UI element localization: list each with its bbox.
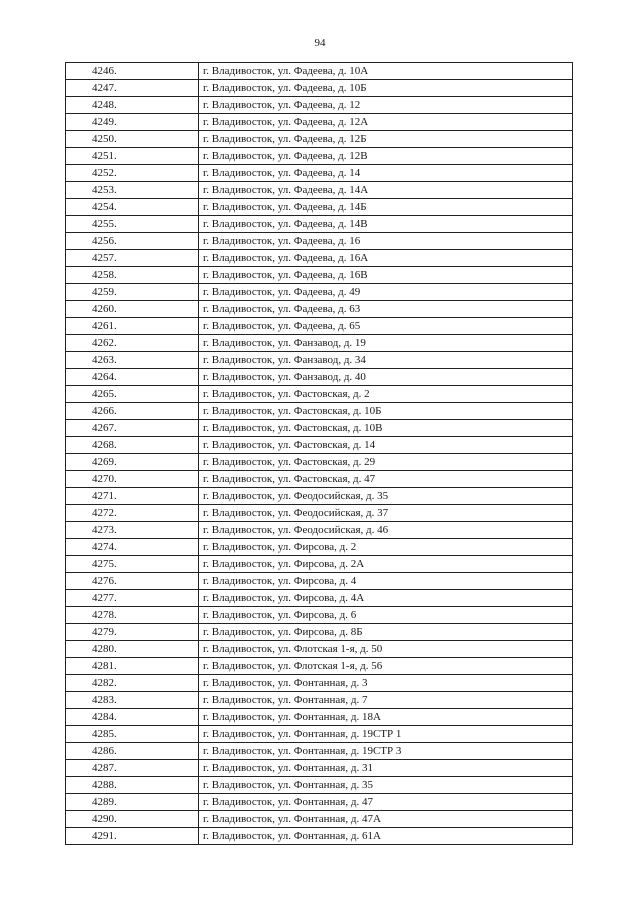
address-cell: г. Владивосток, ул. Фадеева, д. 14Б (199, 199, 573, 216)
row-number-cell: 4276. (66, 573, 199, 590)
row-number-cell: 4273. (66, 522, 199, 539)
row-number-cell: 4263. (66, 352, 199, 369)
table-row (66, 624, 573, 641)
table-row (66, 131, 573, 148)
row-number-cell: 4285. (66, 726, 199, 743)
table-row (66, 522, 573, 539)
address-cell: г. Владивосток, ул. Фадеева, д. 63 (199, 301, 573, 318)
row-number-cell: 4250. (66, 131, 199, 148)
address-cell: г. Владивосток, ул. Фадеева, д. 16А (199, 250, 573, 267)
table-row (66, 369, 573, 386)
row-number-cell: 4265. (66, 386, 199, 403)
row-number-cell: 4283. (66, 692, 199, 709)
table-row (66, 471, 573, 488)
address-cell: г. Владивосток, ул. Фадеева, д. 10А (199, 63, 573, 80)
table-row (66, 97, 573, 114)
table-row (66, 182, 573, 199)
address-cell: г. Владивосток, ул. Фанзавод, д. 19 (199, 335, 573, 352)
address-cell: г. Владивосток, ул. Фонтанная, д. 35 (199, 777, 573, 794)
table-row (66, 675, 573, 692)
address-cell: г. Владивосток, ул. Фонтанная, д. 7 (199, 692, 573, 709)
row-number-cell: 4246. (66, 63, 199, 80)
row-number-cell: 4274. (66, 539, 199, 556)
table-row (66, 216, 573, 233)
address-cell: г. Владивосток, ул. Фастовская, д. 10В (199, 420, 573, 437)
address-cell: г. Владивосток, ул. Фонтанная, д. 61А (199, 828, 573, 845)
row-number-cell: 4267. (66, 420, 199, 437)
table-row (66, 709, 573, 726)
table-row (66, 301, 573, 318)
address-cell: г. Владивосток, ул. Феодосийская, д. 35 (199, 488, 573, 505)
table-row (66, 284, 573, 301)
row-number-cell: 4268. (66, 437, 199, 454)
table-row (66, 318, 573, 335)
address-cell: г. Владивосток, ул. Флотская 1-я, д. 56 (199, 658, 573, 675)
row-number-cell: 4261. (66, 318, 199, 335)
row-number-cell: 4253. (66, 182, 199, 199)
address-cell: г. Владивосток, ул. Фанзавод, д. 40 (199, 369, 573, 386)
table-row (66, 760, 573, 777)
table-row (66, 165, 573, 182)
address-cell: г. Владивосток, ул. Фадеева, д. 10Б (199, 80, 573, 97)
address-cell: г. Владивосток, ул. Фирсова, д. 2 (199, 539, 573, 556)
address-cell: г. Владивосток, ул. Фирсова, д. 6 (199, 607, 573, 624)
address-cell: г. Владивосток, ул. Фастовская, д. 47 (199, 471, 573, 488)
address-cell: г. Владивосток, ул. Фадеева, д. 14В (199, 216, 573, 233)
row-number-cell: 4281. (66, 658, 199, 675)
address-cell: г. Владивосток, ул. Фирсова, д. 4 (199, 573, 573, 590)
address-cell: г. Владивосток, ул. Фадеева, д. 12В (199, 148, 573, 165)
table-row (66, 386, 573, 403)
address-cell: г. Владивосток, ул. Фастовская, д. 2 (199, 386, 573, 403)
row-number-cell: 4284. (66, 709, 199, 726)
table-row (66, 267, 573, 284)
row-number-cell: 4254. (66, 199, 199, 216)
row-number-cell: 4280. (66, 641, 199, 658)
address-cell: г. Владивосток, ул. Фадеева, д. 65 (199, 318, 573, 335)
table-row (66, 573, 573, 590)
table-row (66, 743, 573, 760)
address-cell: г. Владивосток, ул. Фирсова, д. 4А (199, 590, 573, 607)
row-number-cell: 4252. (66, 165, 199, 182)
table-row (66, 420, 573, 437)
address-cell: г. Владивосток, ул. Феодосийская, д. 37 (199, 505, 573, 522)
address-cell: г. Владивосток, ул. Фадеева, д. 49 (199, 284, 573, 301)
table-row (66, 607, 573, 624)
address-cell: г. Владивосток, ул. Фадеева, д. 12Б (199, 131, 573, 148)
table-row (66, 114, 573, 131)
address-cell: г. Владивосток, ул. Феодосийская, д. 46 (199, 522, 573, 539)
table-row (66, 437, 573, 454)
row-number-cell: 4288. (66, 777, 199, 794)
table-row (66, 80, 573, 97)
row-number-cell: 4275. (66, 556, 199, 573)
table-row (66, 352, 573, 369)
address-cell: г. Владивосток, ул. Фанзавод, д. 34 (199, 352, 573, 369)
address-table (65, 62, 573, 845)
address-cell: г. Владивосток, ул. Фадеева, д. 14А (199, 182, 573, 199)
table-row (66, 148, 573, 165)
row-number-cell: 4260. (66, 301, 199, 318)
address-cell: г. Владивосток, ул. Флотская 1-я, д. 50 (199, 641, 573, 658)
address-cell: г. Владивосток, ул. Фонтанная, д. 19СТР 1 (199, 726, 573, 743)
table-row (66, 658, 573, 675)
row-number-cell: 4286. (66, 743, 199, 760)
row-number-cell: 4269. (66, 454, 199, 471)
address-cell: г. Владивосток, ул. Фадеева, д. 16 (199, 233, 573, 250)
table-row (66, 828, 573, 845)
table-row (66, 335, 573, 352)
address-cell: г. Владивосток, ул. Фастовская, д. 14 (199, 437, 573, 454)
row-number-cell: 4287. (66, 760, 199, 777)
address-cell: г. Владивосток, ул. Фадеева, д. 14 (199, 165, 573, 182)
row-number-cell: 4255. (66, 216, 199, 233)
row-number-cell: 4270. (66, 471, 199, 488)
address-cell: г. Владивосток, ул. Фадеева, д. 12 (199, 97, 573, 114)
table-row (66, 505, 573, 522)
address-cell: г. Владивосток, ул. Фастовская, д. 29 (199, 454, 573, 471)
table-row (66, 794, 573, 811)
table-row (66, 539, 573, 556)
table-row (66, 692, 573, 709)
row-number-cell: 4282. (66, 675, 199, 692)
row-number-cell: 4278. (66, 607, 199, 624)
table-row (66, 590, 573, 607)
table-row (66, 454, 573, 471)
row-number-cell: 4264. (66, 369, 199, 386)
row-number-cell: 4277. (66, 590, 199, 607)
table-row (66, 556, 573, 573)
row-number-cell: 4266. (66, 403, 199, 420)
address-cell: г. Владивосток, ул. Фадеева, д. 12А (199, 114, 573, 131)
row-number-cell: 4290. (66, 811, 199, 828)
address-cell: г. Владивосток, ул. Фонтанная, д. 47 (199, 794, 573, 811)
row-number-cell: 4279. (66, 624, 199, 641)
page-number: 94 (314, 37, 326, 49)
row-number-cell: 4272. (66, 505, 199, 522)
address-cell: г. Владивосток, ул. Фонтанная, д. 47А (199, 811, 573, 828)
address-cell: г. Владивосток, ул. Фонтанная, д. 19СТР 3 (199, 743, 573, 760)
row-number-cell: 4291. (66, 828, 199, 845)
address-cell: г. Владивосток, ул. Фонтанная, д. 3 (199, 675, 573, 692)
table-row (66, 199, 573, 216)
row-number-cell: 4248. (66, 97, 199, 114)
address-cell: г. Владивосток, ул. Фонтанная, д. 18А (199, 709, 573, 726)
table-row (66, 726, 573, 743)
row-number-cell: 4249. (66, 114, 199, 131)
row-number-cell: 4258. (66, 267, 199, 284)
table-row (66, 63, 573, 80)
row-number-cell: 4289. (66, 794, 199, 811)
row-number-cell: 4247. (66, 80, 199, 97)
table-row (66, 641, 573, 658)
table-row (66, 777, 573, 794)
row-number-cell: 4257. (66, 250, 199, 267)
address-cell: г. Владивосток, ул. Фонтанная, д. 31 (199, 760, 573, 777)
table-row (66, 250, 573, 267)
row-number-cell: 4251. (66, 148, 199, 165)
address-cell: г. Владивосток, ул. Фастовская, д. 10Б (199, 403, 573, 420)
row-number-cell: 4259. (66, 284, 199, 301)
table-row (66, 403, 573, 420)
table-row (66, 488, 573, 505)
address-cell: г. Владивосток, ул. Фадеева, д. 16В (199, 267, 573, 284)
row-number-cell: 4256. (66, 233, 199, 250)
row-number-cell: 4271. (66, 488, 199, 505)
address-cell: г. Владивосток, ул. Фирсова, д. 8Б (199, 624, 573, 641)
table-row (66, 811, 573, 828)
address-cell: г. Владивосток, ул. Фирсова, д. 2А (199, 556, 573, 573)
table-row (66, 233, 573, 250)
row-number-cell: 4262. (66, 335, 199, 352)
address-table-body (66, 63, 573, 845)
